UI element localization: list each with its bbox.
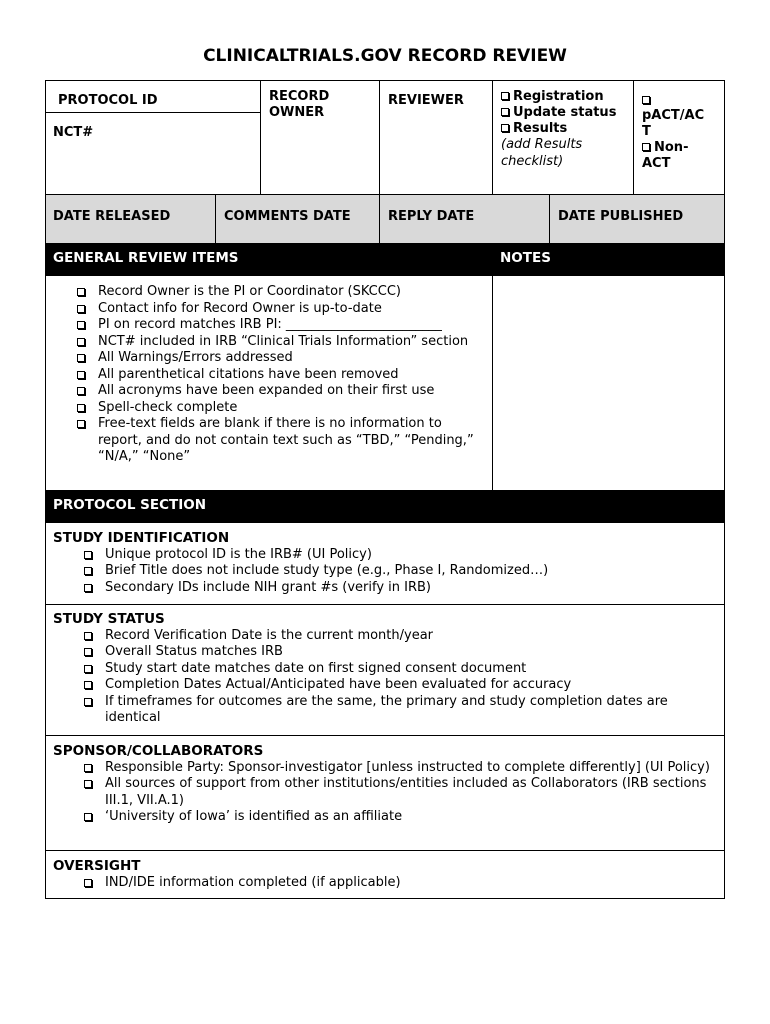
checklist-item[interactable] xyxy=(53,563,716,580)
checklist-item-text: NCT# included in IRB “Clinical Trials Information” section xyxy=(98,333,469,349)
checklist-item[interactable] xyxy=(53,875,716,892)
general-items-cell xyxy=(45,275,493,491)
checkbox-icon[interactable] xyxy=(84,698,92,706)
checklist-item[interactable] xyxy=(46,334,482,351)
checklist-item[interactable] xyxy=(46,317,482,334)
checkbox-icon[interactable] xyxy=(501,92,509,100)
reply-date-label: REPLY DATE xyxy=(388,209,475,224)
study-identification-cell xyxy=(45,522,725,605)
checklist-item[interactable] xyxy=(46,416,482,466)
checklist-item-text: Free-text fields are blank if there is no information to report, and do not contain text such as “TBD,” “Pending,” “N/A,” “None” xyxy=(98,416,474,464)
checkbox-icon[interactable] xyxy=(77,288,85,296)
checkbox-icon[interactable] xyxy=(84,632,92,640)
checklist-item[interactable] xyxy=(46,301,482,318)
reply-date-cell xyxy=(379,194,550,244)
comments-date-label: COMMENTS DATE xyxy=(224,209,351,224)
general-review-heading-bar: GENERAL REVIEW ITEMS xyxy=(45,243,493,276)
checklist-item[interactable] xyxy=(46,350,482,367)
date-released-cell xyxy=(45,194,216,244)
protocol-id-label: PROTOCOL ID xyxy=(58,93,158,108)
act-checkbox-row[interactable] xyxy=(642,89,718,108)
section-items-list xyxy=(53,547,716,597)
checklist-item-text: Brief Title does not include study type (e.g., Phase I, Randomized…) xyxy=(105,563,549,578)
section-title: STUDY IDENTIFICATION xyxy=(53,530,230,546)
checklist-item-text: If timeframes for outcomes are the same, the primary and study completion dates are identical xyxy=(105,693,668,725)
checkbox-icon[interactable] xyxy=(84,648,92,656)
section-items-list xyxy=(53,760,716,826)
reviewer-label: REVIEWER xyxy=(388,93,464,108)
checklist-item-text: IND/IDE information completed (if applicable) xyxy=(105,874,401,890)
checkbox-icon[interactable] xyxy=(84,780,92,788)
checklist-item-text: Contact info for Record Owner is up-to-date xyxy=(98,300,382,316)
checklist-item[interactable] xyxy=(53,628,716,645)
oversight-cell xyxy=(45,850,725,899)
checkbox-icon[interactable] xyxy=(84,681,92,689)
checklist-item-text: All sources of support from other institutions/entities included as Collaborators (IRB sections III.1, VII.A.1) xyxy=(105,776,707,808)
checklist-item-text: Record Verification Date is the current month/year xyxy=(105,627,434,643)
checklist-item-text: Completion Dates Actual/Anticipated have been evaluated for accuracy xyxy=(105,677,572,692)
date-released-label: DATE RELEASED xyxy=(53,209,171,224)
checkbox-icon[interactable] xyxy=(501,124,509,132)
checkbox-icon[interactable] xyxy=(77,371,85,379)
checkbox-icon[interactable] xyxy=(84,764,92,772)
type-registration[interactable]: Registration xyxy=(501,89,633,105)
checkbox-icon[interactable] xyxy=(84,813,92,821)
checklist-item[interactable] xyxy=(53,776,716,809)
sponsor-collaborators-cell xyxy=(45,735,725,851)
checklist-item-text: All Warnings/Errors addressed xyxy=(98,350,293,365)
checklist-item[interactable] xyxy=(46,383,482,400)
checkbox-icon[interactable] xyxy=(84,879,92,887)
checklist-item[interactable] xyxy=(46,367,482,384)
checklist-item[interactable] xyxy=(53,580,716,597)
section-title: SPONSOR/COLLABORATORS xyxy=(53,743,264,759)
checklist-item[interactable] xyxy=(53,694,716,727)
checklist-item-text: ‘University of Iowa’ is identified as an affiliate xyxy=(105,809,403,824)
section-title: STUDY STATUS xyxy=(53,611,165,627)
checklist-item[interactable] xyxy=(53,760,716,777)
act-cell xyxy=(633,80,725,195)
checklist-item-text: Study start date matches date on first signed consent document xyxy=(105,660,527,676)
record-owner-cell xyxy=(260,80,380,195)
checklist-item-text: Secondary IDs include NIH grant #s (verify in IRB) xyxy=(105,579,431,595)
checkbox-icon[interactable] xyxy=(77,404,85,412)
type-results[interactable]: Results xyxy=(501,121,633,137)
protocol-section-heading-bar: PROTOCOL SECTION xyxy=(45,490,725,523)
review-type-cell xyxy=(492,80,634,195)
checklist-item-text: All acronyms have been expanded on their first use xyxy=(98,383,435,398)
study-status-cell xyxy=(45,604,725,736)
document-title: CLINICALTRIALS.GOV RECORD REVIEW xyxy=(203,46,567,66)
checklist-item[interactable] xyxy=(53,644,716,661)
results-note: (add Results checklist) xyxy=(501,137,583,169)
section-items-list xyxy=(53,875,716,892)
checklist-item[interactable] xyxy=(53,677,716,694)
checklist-item[interactable] xyxy=(46,400,482,417)
checklist-item-text: PI on record matches IRB PI: ________________________ xyxy=(98,317,442,332)
checkbox-icon[interactable] xyxy=(642,143,650,151)
checklist-item-text: Record Owner is the PI or Coordinator (SKCCC) xyxy=(98,284,401,299)
reviewer-cell xyxy=(379,80,493,195)
checkbox-icon[interactable] xyxy=(84,567,92,575)
checkbox-icon[interactable] xyxy=(77,321,85,329)
notes-heading-bar: NOTES xyxy=(492,243,725,276)
checkbox-icon[interactable] xyxy=(77,338,85,346)
checkbox-icon[interactable] xyxy=(642,96,650,104)
date-published-label: DATE PUBLISHED xyxy=(558,209,684,224)
checklist-item[interactable] xyxy=(46,284,482,301)
section-title: OVERSIGHT xyxy=(53,858,141,874)
checkbox-icon[interactable] xyxy=(84,551,92,559)
checklist-item[interactable] xyxy=(53,547,716,564)
act-option-nonact[interactable]: Non-ACT xyxy=(642,140,689,171)
notes-cell[interactable] xyxy=(492,275,725,491)
checklist-item-text: Responsible Party: Sponsor-investigator [unless instructed to complete differently] (UI Policy) xyxy=(105,759,710,775)
checkbox-icon[interactable] xyxy=(77,420,85,428)
checkbox-icon[interactable] xyxy=(77,305,85,313)
checklist-item[interactable] xyxy=(53,661,716,678)
act-option-pact: pACT/ACT xyxy=(642,108,705,139)
general-items-list xyxy=(46,284,482,466)
comments-date-cell xyxy=(215,194,380,244)
nct-cell xyxy=(45,112,261,195)
protocol-id-cell xyxy=(45,80,261,113)
record-owner-label: RECORD OWNER xyxy=(269,89,330,120)
checkbox-icon[interactable] xyxy=(77,354,85,362)
checkbox-icon[interactable] xyxy=(84,665,92,673)
checkbox-icon[interactable] xyxy=(77,387,85,395)
checkbox-icon[interactable] xyxy=(84,584,92,592)
nct-label: NCT# xyxy=(53,125,94,140)
checklist-item[interactable] xyxy=(53,809,716,826)
checklist-item-text: Overall Status matches IRB xyxy=(105,644,283,659)
date-published-cell xyxy=(549,194,725,244)
checkbox-icon[interactable] xyxy=(501,108,509,116)
checklist-item-text: All parenthetical citations have been removed xyxy=(98,366,399,382)
type-update-status[interactable]: Update status xyxy=(501,105,633,121)
section-items-list xyxy=(53,628,716,727)
checklist-item-text: Unique protocol ID is the IRB# (UI Policy) xyxy=(105,546,372,562)
checklist-item-text: Spell-check complete xyxy=(98,399,238,415)
